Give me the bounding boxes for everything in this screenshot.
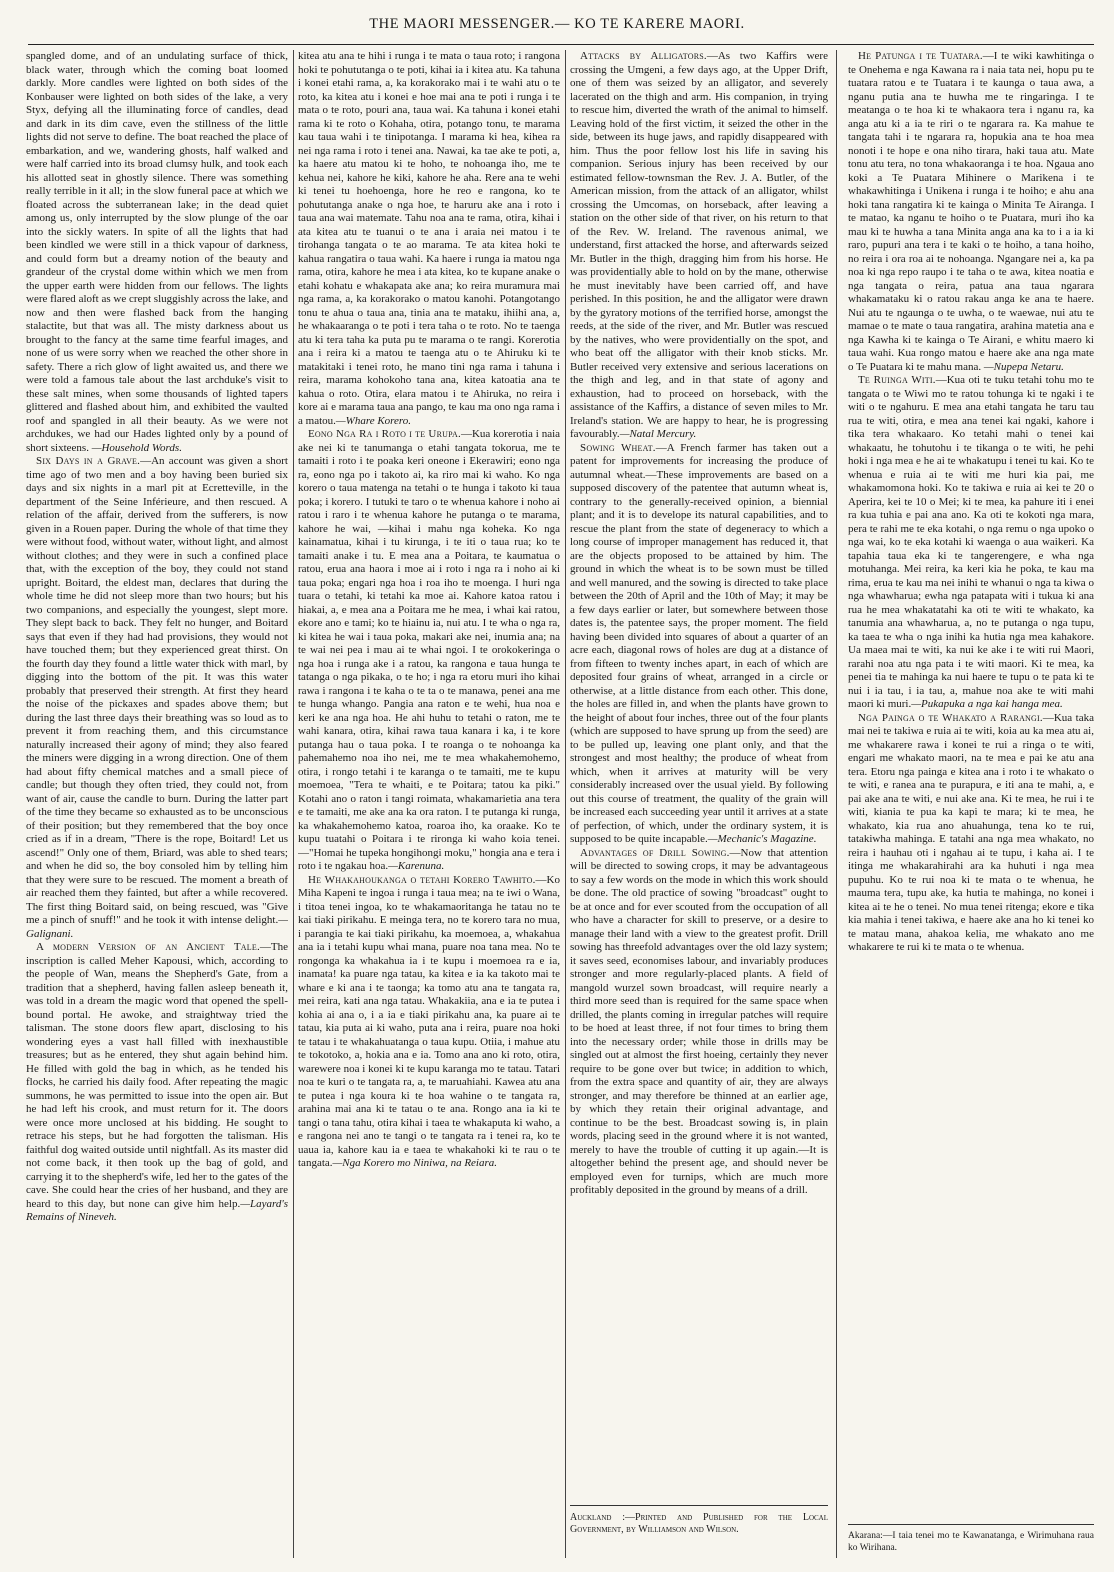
maori-imprint: Akarana:—I taia tenei mo te Kawanatanga, e Wirimuhana raua ko Wirihana. xyxy=(848,1524,1094,1554)
article-heading: Advantages of Drill Sowing. xyxy=(580,846,730,859)
column-divider xyxy=(293,50,294,1558)
article-whakahoukanga: He Whakahoukanga o tetahi Korero Tawhito.—Ko Miha Kapeni te ingoa i runga i taua mea; na te iwi o Wana, i titoa tenei ingoa, ko te whakamaoritanga he tatau no te kai tiaki pirikahu. E meinga tera, no te korero tara no mua, i parangia te kai tiaki pirikahu, ka moemoea, a, whakahua ana ia i tetahi kupu whai mana, puare noa tana mea. No te rongonga ka whakahua ia i te kupu i moemoea ra e ia, inamata! ka puare nga tatau, ka kitea e ia ka takoto mai te whare e ki ana i te taonga; ka tomo atu ana te tangata ra, mei reira, kati ana nga tatau. Whakakiia, ana e ia te putea i kohia ai ana o, i a ia e tiaki pirikahu ana, ka puare ai te tatau, kia puta ai ki waho, puta ana i reira, puare noa hoki te tatau i te whakahuatanga o taua kupu. Otiia, i mahue atu te tokotoko, a, hokia ana e ia. Tomo ana ano ki roto, otira, warewere noa i konei ki te kupu karanga mo te tatau. Tatari noa te kuri o te tangata ra, a, te maruahiahi. Kawea atu ana te putea i nga koura ki te hoa wahine o te tangata ra, arahina mai ana ki te tatau o te ana. Rongo ana ia ki te tangi o tana tahu, otira kihai i taea te whakaputa ki waho, a e rangona nei ano te tangi o te tangata ra i tenei ra, ko te uaua ia, kahore kau ia e taea te whakahoki ki te rau o te tangata.—Nga Korero mo Niniwa, na Reiara. xyxy=(298,873,560,1169)
article-heading: Nga Painga o te Whakato a Rarangi. xyxy=(858,711,1043,724)
article-paragraph: spangled dome, and of an undulating surface of thick, black water, through which the coming boat loomed darkly. More candles were lighted on both sides of the Konbauser were lighted on both sides of the lake, a very Styx, defying all the illuminating force of candles, dead and dark in its dim cave, even the stillness of the little lights did not serve to define. The boat reached the place of embarkation, and we, wandering ghosts, half walked and were half carried into its broad clumsy hulk, and took each his allotted seat in ghostly silence. There was something really terrible in it all; in the slow funeral pace at which we floated across the subterranean lake; in the dead quiet among us, only interrupted by the slow plunge of the oar into the sickly waters. In spite of all the lights that had been kindled we were still in a thick vapour of darkness, and could form but a dreamy notion of the beauty and grandeur of the crystal dome within which we men from the upper earth were hidden from our fellows. The lights were flared aloft as we crept sluggishly across the lake, and now and then were flashed back from the hanging stalactite, but that was all. The misty darkness about us brought to the fancy at the same time fearful images, and none of us were sorry when we reached the other shore in safety. There a rich glow of light awaited us, and there we were told a famous tale about the last archduke's visit to these salt mines, when some thousands of lighted tapers glittered and flashed about him, and exhibited the vaulted roof and spangled in all their beauty. As we were not archdukes, we had our Hades lighted only by a pound of short sixteens. —Household Words. xyxy=(26,50,288,454)
article-heading: Eono Nga Ra i Roto i te Urupa. xyxy=(308,428,461,440)
column-2 xyxy=(298,50,560,1560)
masthead-rule xyxy=(28,44,1094,45)
masthead xyxy=(0,6,1114,42)
article-ancient-tale: A modern Version of an Ancient Tale.—The inscription is called Meher Kapousi, which, according to the people of Wan, means the Shepherd's Gate, from a tradition that a shepherd, having fallen asleep beneath it, was told in a dream the magic word that opened the spell-bound portal. He awoke, and straightway tried the talisman. The stone doors flew apart, disclosing to his wondering eyes a vast hall filled with inexhaustible treasures; but as he entered, they shut again behind him. He filled with gold the bag in which, as he tended his flocks, he carried his daily food. After repeating the magic summons, he was permitted to issue into the open air. But he had left his crook, and must return for it. The doors were once more unclosed at his bidding. He sought to retrace his steps, but he had forgotten the talisman. His faithful dog waited outside until nightfall. As its master did not come back, it then took up the bag of gold, and carrying it to the shepherd's wife, led her to the gates of the cave. She could hear the cries of her husband, and they are heard to this day, but none can give him help.—Layard's Remains of Nineveh. xyxy=(26,941,288,1223)
article-painga-whakato: Nga Painga o te Whakato a Rarangi.—Kua taka mai nei te takiwa e ruia ai te witi, koia au ka mea atu ai, me whakarere rawa i konei te rui a ringa o te witi, engari me whakato maori, na te mea e pai ke atu ana tera. Etoru nga painga e kitea ana i roto i te whakato o te witi, e ranea ana te purapura, e iti ana te mahi, a, e pai ake ana te witi, e nui ake ana. Ki te mea, he rui i te witi, kiania te pua ka kapi te mara; ki te mea, he whakato, kia rua ano ahuahunga, tena ko te rui, tatakiwha mahinga. E tatahi ana nga mea whakato, no reira i hauhau oti i ngahau ai te tupu, i kaha ai. I te itinga me whakarahirahi ara ka huhuti i nga mea pupuhu. Ko te rui noa ki te mata o te whenua, he mauma tera, tupu ake, ka hutia te mahinga, no konei i kitea ai te he o tenei. No mua tenei ritenga; ekore e tika kia mahia i tenei takiwa, e haere ake ana ho ki tenei ko te matau mana, ahakoa kelia, me whakato ano me whakarere te rui ki te mata o te whenua. xyxy=(848,711,1094,953)
article-heading: He Patunga i te Tuatara. xyxy=(858,50,983,62)
article-sowing-wheat: Sowing Wheat.—A French farmer has taken out a patent for improvements for increasing the produce of autumnal wheat.—These improvements are based on a supposed discovery of the patentee that autumn wheat is, contrary to the generally-received opinion, a biennial plant; and it is to develope its natural capabilities, and to rescue the plant from the state of degeneracy to which a long course of improper management has reduced it, that are the objects proposed to be attained by him. The ground in which the wheat is to be sown must be tilled and well manured, and the sowing is directed to take place between the 20th of April and the 10th of May; it may be a few days earlier or later, but somewhere between those dates is, the patentee says, the proper moment. The field having been divided into squares of about a quarter of an acre each, diagonal rows of holes are dug at a distance of from fifteen to twenty inches apart, in each of which are deposited four grains of wheat, arranged in a circle or otherwise, at a little distance from each other. This done, the holes are filled in, and when the plants have grown to the height of about four inches, three out of the four plants (which are supposed to have sprung up from the seed) are to be pulled up, leaving one plant only, and that the strongest and most healthy; the produce of wheat from which, when it arrives at maturity will be very considerably increased over the usual yield. By following out this course of treatment, the quality of the grain will be increased each succeeding year until it arrives at a state of perfection, of which, under the ordinary system, it is supposed to be quite incapable.—Mechanic's Magazine. xyxy=(570,441,828,845)
masthead-title: THE MAORI MESSENGER.— KO TE KARERE MAORI. xyxy=(369,16,745,32)
article-heading: Attacks by Alligators. xyxy=(580,50,707,62)
article-heading: Te Ruinga Witi. xyxy=(858,374,936,386)
article-six-days-in-a-grave: Six Days in a Grave.—An account was given a short time ago of two men and a boy having been buried six days and six nights in a marl pit at Ecretteville, in the department of the Seine Inférieure, and then rescued. A relation of the affair, derived from the sufferers, is now given in a Rouen paper. During the whole of that time they were without food, without water, without light, and almost without clothes; and they were in such a confined place that, with the exception of the boy, they could not stand upright. Boitard, the eldest man, declares that during the whole time he did not sleep more than two hours; but his two companions, and especially the youngest, slept more. They slept back to back. They felt no hunger, and Boitard says that even if they had had provisions, they would not have touched them; but they experienced great thirst. On the fourth day they found a little water thick with marl, by digging into the bottom of the pit. It was this water probably that preserved their strength. At first they heard the noise of the pickaxes and spades above them; but during the last three days their breathing was so loud as to prevent it from reaching them, and this circumstance naturally increased their agony of mind; they also feared the miners were digging in a wrong direction. One of them had about fifty chemical matches and a small piece of candle; but though they often tried, they could not, from want of air, cause the candle to burn. During the latter part of the time they became so exhausted as to be unconscious of their position; but they remembered that the boy once cried as if in a dream, "There is the rope, Boitard! Let us ascend!" Only one of them, Briard, was able to shed tears; and when he did so, the boy consoled him by telling him that they were sure to be rescued. The moment a breath of air reached them they fainted, but after a while recovered. The first thing Boitard said, on being rescued, was "Give me a pinch of snuff!" and he took it with intense delight.—Galignani. xyxy=(26,455,288,940)
article-patunga-tuatara: He Patunga i te Tuatara.—I te wiki kawhitinga o te Onehema e nga Kawana ra i naia tata nei, hopu pu te tuatara ratou e te Tuatara i te kaunga o taua awa, a nganu putia ana te huwha me te ringaringa. I te meatanga o te hoa ki te whakaora tera i nganu ra, ka anga atu ki a ia te riri o te ngarara ra. Ka mahue te tangata tahi i te ngarara ra, hopukia ana te hoa mea nonoti i te hope e ona niho tirara, haki taua atu. Mate tonu atu tera, no tona whakaoranga i te hoa. Ngaua ano koki a Te Puatara Mihinere o Marikena i te whakawhitinga i Unikena i runga i te hoiho; e ahu ana hoki tana rangatira ki te kainga o Minita Te Airanga. I te matao, ka nganu te hoiho o te Puatara, muri iho ka mau ki te huwha a tana Minita anga ana ka to i a ia ki raro, pupuri ana tera i te kaki o te hoiho, a tana hoiho, no reira i ora roa ai te nohoanga. Ngangare nei a, ka pa noa ki nga repo raupo i te taha o te awa, kitea noatia e nga tangata o reira, patua ana taua ngarara whakamataku ki o ratou rakau anga ke ana te haere. Nui atu te ngaunga o te uwha, o te waewae, nui atu te mamae o te mate o taua rangatira, arahina matetia ana e nga Kawha ki te kainga o Te Airani, e whitu maero ki taua wahi. Kua rongo matou e haere ake ana nga mate o Te Puatara ki te mahu mana. —Nupepa Netaru. xyxy=(848,50,1094,373)
article-heading: Six Days in a Grave. xyxy=(36,455,141,467)
article-heading: A modern Version of an Ancient Tale. xyxy=(36,941,260,953)
article-heading: Sowing Wheat. xyxy=(580,441,656,454)
column-3 xyxy=(570,50,828,1500)
article-attacks-by-alligators: Attacks by Alligators.—As two Kaffirs were crossing the Umgeni, a few days ago, at the Upper Drift, one of them was seized by an alligator, and severely lacerated on the thigh and arm. His companion, in trying to rescue him, diverted the wrath of the animal to himself. Leaving hold of the first victim, it seized the other in the side, between its huge jaws, and rapidly disappeared with him. Thus the poor fellow lost his life in saving his companion. Serious injury has been received by our estimated fellow-townsman the Rev. J. A. Butler, of the American mission, from the attack of an alligator, whilst crossing the Umcomas, on horseback, after leaving a station on the other side of that river, on his return to that of the Rev. W. Ireland. The ravenous animal, we understand, first attacked the horse, and afterwards seized Mr. Butler in the thigh, dragging him from his horse. He was providentially able to hold on by the mane, otherwise he must inevitably have been carried off, and have perished. In this position, he and the alligator were drawn by the gyratory motions of the terrified horse, amongst the reeds, at the side of the river, and Mr. Butler was rescued by the natives, who were providentially on the spot, and who beat off the alligator with their knob sticks. Mr. Butler received very extensive and serious lacerations on the thigh and leg, and in that state of agony and exhaustion, had to proceed on horseback, with the assistance of the Kaffirs, a distance of seven miles to Mr. Ireland's station. We are happy to hear, he is progressing favourably.—Natal Mercury. xyxy=(570,50,828,440)
imprint: Auckland :—Printed and Published for the Local Government, by Williamson and Wilson. xyxy=(570,1505,828,1536)
column-4 xyxy=(848,50,1094,1518)
article-ruinga-witi: Te Ruinga Witi.—Kua oti te tuku tetahi tohu mo te tangata o te Wiwi mo te ratou tohunga ki te ngaki i te witi o te ngahuru. E mea ana etahi tangata he taru tau rua te witi, otira, e mea ana tenei kai ngaki, kahore i tika tera whakaaro. Ko tetahi mahi o tenei kai whakaatu, he tohutohu i te tikanga o te witi, he pehi hoki i nga mea e he ai te whakatupu i tenei tu kai. Ko te whenua e ruia ai te witi me huri kia pai, me whakamomona hoki. Ko te takiwa e ruia ai kei te 20 o Aperira, kei te 10 o Mei; ki te mea, ka pahure iti i enei ra kua tuhia e pai ana ano. Ka oti te kokoti nga mara, pera te rahi me te eka kotahi, o nga remu o nga upoko o nga wai, ko te eka kotahi ki waenga o aua waikeri. Ka tapahia taua eka ki te tangerengere, e wha nga motuhanga. Mei reira, ka keri kia he poka, te kau ma rima, erua te kau ma nei inihi te whanui o nga ta kiwa o nga whawharua; ewha nga patapata witi i tukua ki ana rua he mea whakatatahi ka oti te witi te whakato, ka tanumia ana whawharua, a, no te putanga o nga tupu, ka taea te wha o nga inihi ka hutia nga mea kahakore. Ua maea mai te witi, ka nui ke ake i te witi rui Maori, rarahi noa atu nga pata i te witi maori. Ki te mea, ka penei tia te mahinga ka nui haere te tupu o te pata ki te nui i ia tau, i ia tau, a, mahue noa ake te witi mahi maori ki muri.—Pukapuka a nga kai hanga mea. xyxy=(848,374,1094,710)
article-heading: He Whakahoukanga o tetahi Korero Tawhito. xyxy=(308,873,536,886)
article-paragraph: kitea atu ana te hihi i runga i te mata o taua roto; i rangona hoki te pohututanga o te poti, kihai ia i kitea atu. Ka tahuna i konei etahi rama, a, ka korakorako mai i te wahi atu o te roto, ka kitea atu i konei e hoe mai ana te poti i runga i te mata o te roto, pouri ana, taua wai. Ka tahuna i konei etahi rama ki te roto o Kohaha, otira, potango tonu, te marama kau taua wahi i te tinipotanga. I marama ki hea, kihea ra nei nga rama i roto i tenei ana. Nawai, ka tae ake te poti, a, ka haere atu matou ki te hoho, te nohoanga iho, me te kehua nei, kahore he kiki, kahore he aha. Rere ana te wehi ki tenei tu hoehoenga, hore he reo e rangona, ko te pohututanga anake o nga hoe, te haruru ake ana i roto i taua ana wai matemate. Tahu noa ana te rama, otira, kihai i ata kitea atu te tuanui o te ana i araia nei matou i te tirohanga tangata o te ao marama. Te ata kitea hoki te kahua rangatira o taua wahi. Ka haere i runga ia matou nga rama, otira, kahore he mea i ata kitea, ko te kupane anake o etahi kohatu e whakapata ake ana; ko reira muramura mai nga rama, a, ka korakorako o matou kanohi. Potangotango tonu te ahua o taua ana, tinia ana te mataku, ihiihi ana, a, he whakaaranga o te poti i tera taha o te roto. No te taenga atu ki tera taha ka puta pu te marama o te rangi. Korerotia ana i reira ki a matou te taenga atu o te Ahiruku ki te matakitaki i tenei roto, he mano tini nga rama i tahuna i reira, marama kohokoho tana ana, kitea katoatia ana te kahua o roto. Otira, elara matou i te Ahiruka, no reira i kore ai e marama taua ana pango, te kau ma ono nga rama i a matou.—Whare Korero. xyxy=(298,50,560,427)
article-eono-nga-ra: Eono Nga Ra i Roto i te Urupa.—Kua korerotia i naia ake nei ki te tanumanga o etahi tangata tokorua, me te tamaiti i roto i te poaka keri oneone i Ekerawiri; eono nga ra, eono nga po i takoto ai, ka riro mai ki waho. Ko nga korero o taua matenga na tetahi o te hunga i takoto ki taua poka; i korero. I tutuki te taro o te whenua kahore i noho ai ratou i raro i te whenua kahore he putanga o te marama, kahore he wai, —kihai i mahu nga koheka. Ko nga kainamatua, kihai i tu kirunga, i te iti o taua rua; ko te tamaiti anake i tu. E mea ana a Poitara, te kaumatua o ratou, erua ana haora i moe ai i roto i nga ra i noho ai ki taua poka; engari nga hoa i roa iho te moenga. I huri nga tuara o tetahi, ki tetahi ka moe ai. Kahore katoa ratou i hiakai, a, e mea ana a Poitara me he mea, i whai kai ratou, ekore ano e tami; ko te hiainu ia, nui atu. I te wha o nga ra, ki kitea he wai i taua poka, makari ake nei, inumia ana; na te wai nei pea i mau ai te whai ngoi. I te orokokeringa o nga hoa i runga ake i a ratou, ka rangona e taua hunga te tatanga o nga pikaka, o te ho; i nga ra etoru muri iho kihai rawa i rangona i te kaha o te ta o te manawa, penei ana me te hunga whango. Pangia ana raton e te wehi, hua noa e keri ke ana nga hoa. He ahi huhu to tetahi o raton, me te wahi kanara, otira, kihai rawa taua kanara i ka, i te kore putanga hau o taua poka. I te roanga o te nohoanga ka pahemahemo noa iho nei, me te mea whakahemohemo, otira, i rongo tetahi i te karanga o te tamaiti, me te kupu moemoea, "Tera te whaiti, e te Poitara; tatou ka piki." Kotahi ano o raton i tangi roimata, whakamarietia ana tera e te tamaiti, me ake ana ka ora raton. I te putanga ki runga, ka whakahemohemo katoa, roaroa iho, ka oraake. Ko te kupu tuatahi o Poitara i te rironga ki waho koia tenei.—"Homai he tupeka hongihongi moku," hongia ana e tera i roto i te ngakau hoa.—Karenuna. xyxy=(298,428,560,872)
column-divider xyxy=(836,50,837,1558)
column-1 xyxy=(26,50,288,1560)
article-drill-sowing: Advantages of Drill Sowing.—Now that attention will be directed to sowing crops, it may be advantageous to say a few words on the mode in which this work should be done. The old practice of sowing "broadcast" ought to be at once and for ever scouted from the occupation of all who have a character for skill to preserve, or a desire to manage their land with a view to the greatest profit. Drill sowing has threefold advantages over the old lazy system; it saves seed, economises labour, and invariably produces stronger and more regularly-placed plants. A field of mangold wurzel sown broadcast, will require nearly a third more seed than is required for the same space when drilled, the plants coming in irregular patches will require to be hoed at least three, if not four times to bring them into the necessary order; while those in drills may be singled out at almost the first hoeing, certainly they never require to be gone over but twice; in addition to which, from the extra space and quantity of air, they are always stronger, and may therefore be thinned at an earlier age, by which they retain their original advantage, and continue to be the best. Broadcast sowing is, in plain words, placing seed in the ground where it is not wanted, merely to have the trouble of cutting it up again.—It is altogether behind the present age, and should never be employed even for turnips, which are much more profitably deposited in the ground by means of a drill. xyxy=(570,846,828,1196)
column-divider xyxy=(565,50,566,1558)
